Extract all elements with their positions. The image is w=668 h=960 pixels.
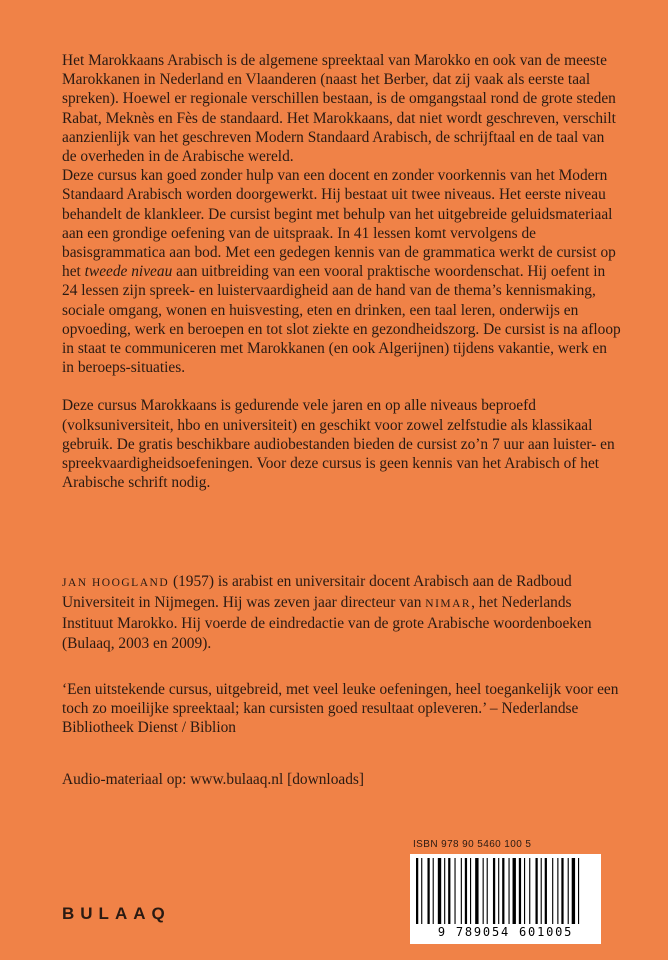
blurb-paragraph-1: Het Marokkaans Arabisch is de algemene spreektaal van Marokko en ook van de meeste Marokkanen in Nederland en Vlaanderen (naast het Berber, dat zij vaak als eerste taal spreken). Hoewel er regionale verschillen bestaan, is de omgangstaal rond de grote steden Rabat, Meknès en Fès de standaard. Het Marokkaans, dat niet wordt geschreven, verschilt aanzienlijk van het geschreven Modern Standaard Arabisch, de schrijftaal en de taal van de overheden in de Arabische wereld. xyxy=(62,52,616,166)
publisher-logo: BULAAQ xyxy=(62,904,171,923)
barcode-bar xyxy=(433,858,434,924)
barcode-bar xyxy=(498,858,499,924)
barcode-bar xyxy=(416,858,418,924)
author-bio-text-a: (1957) is arabist en universitair docent Arabisch aan de Radboud Universiteit in Nijmegen. Hij was zeven jaar directeur van xyxy=(62,573,572,612)
barcode-bar xyxy=(508,858,509,924)
barcode-bar xyxy=(568,858,569,924)
barcode-bar xyxy=(438,858,441,924)
barcode-bar xyxy=(513,858,516,924)
author-bio-text-b: , het Nederlands Instituut Marokko. Hij voerde de eindredactie van de grote Arabische woordenboeken (Bulaaq, 2003 en 2009). xyxy=(62,594,592,652)
audio-note xyxy=(62,770,622,789)
barcode-bar xyxy=(535,858,537,924)
audio-text: Audio-materiaal op: www.bulaaq.nl [downloads] xyxy=(62,771,365,788)
blurb-paragraph-3: Deze cursus Marokkaans is gedurende vele jaren en op alle niveaus beproefd (volksuniversiteit, hbo en universiteit) en geschikt voor zowel zelfstudie als klassikaal gebruik. De gratis beschikbare audiobestanden bieden de cursist zo’n 7 uur aan luister- en spreekvaardigheidsoefeningen. Voor deze cursus is geen kennis van het Arabisch of het Arabische schrift nodig. xyxy=(62,397,615,492)
barcode-bar xyxy=(454,858,455,924)
barcode-bar xyxy=(427,858,429,924)
barcode-bar xyxy=(444,858,445,924)
barcode-digits: 9 789054 601005 xyxy=(437,925,574,939)
blurb-paragraph-2-start: Deze cursus kan goed zonder hulp van een docent en zonder voorkennis van het Modern Standaard Arabisch worden doorgewerkt. Hij bestaat uit twee niveaus. Het eerste niveau behandelt de klankleer. De cursist begint met behulp van het uitgebreide geluidsmateriaal aan een grondige oefening van de uitspraak. In 41 lessen komt vervolgens de basisgrammatica aan bod. Met een gedegen kennis van de grammatica werkt de cursist op het xyxy=(62,167,616,281)
barcode-bar xyxy=(493,858,495,924)
barcode-bar xyxy=(552,858,553,924)
barcode-bar xyxy=(519,858,521,924)
barcode-bar xyxy=(557,858,558,924)
author-name: JAN HOOGLAND xyxy=(62,577,170,589)
author-bio xyxy=(62,572,622,653)
barcode-bar xyxy=(561,858,563,924)
barcode-bar xyxy=(502,858,504,924)
barcode-bar xyxy=(578,858,579,924)
barcode-bar xyxy=(545,858,547,924)
barcode-bar xyxy=(487,858,488,924)
barcode-bar xyxy=(465,858,467,924)
barcode-bar xyxy=(529,858,530,924)
barcode-bar xyxy=(524,858,525,924)
barcode-bar xyxy=(448,858,450,924)
barcode-bars xyxy=(416,858,595,926)
blurb-paragraph-2 xyxy=(62,166,622,377)
barcode-bar xyxy=(470,858,471,924)
organization-name: NIMAR xyxy=(425,598,472,611)
barcode xyxy=(410,854,601,944)
blurb-paragraph-2-end: aan uitbreiding van een vooral praktische woordenschat. Hij oefent in 24 lessen zijn spreek- en luistervaardigheid aan de hand van de thema’s kennismaking, sociale omgang, wonen en huisvesting, eten en drinken, een taal leren, onderwijs en opvoeding, werk en beroepen en tot slot ziekte en gezondheidszorg. De cursist is na afloop in staat te communiceren met Marokkanen (en ook Algerijnen) tijdens vakantie, werk en in beroeps-situaties. xyxy=(62,263,621,377)
barcode-bar xyxy=(461,858,462,924)
isbn-label: ISBN 978 90 5460 100 5 xyxy=(413,839,532,850)
review-quote xyxy=(62,680,622,738)
barcode-bar xyxy=(483,858,484,924)
blurb-emphasis: tweede niveau xyxy=(84,263,173,281)
review-text: ‘Een uitstekende cursus, uitgebreid, met veel leuke oefeningen, heel toegankelijk voor een toch zo moeilijke spreektaal; kan cursisten goed resultaat opleveren.’ – Nederlandse Bibliotheek Dienst / Biblion xyxy=(62,681,619,737)
back-cover-blurb xyxy=(62,51,622,492)
barcode-bar xyxy=(572,858,575,924)
barcode-bar xyxy=(541,858,542,924)
barcode-bar xyxy=(475,858,478,924)
barcode-bar xyxy=(421,858,422,924)
